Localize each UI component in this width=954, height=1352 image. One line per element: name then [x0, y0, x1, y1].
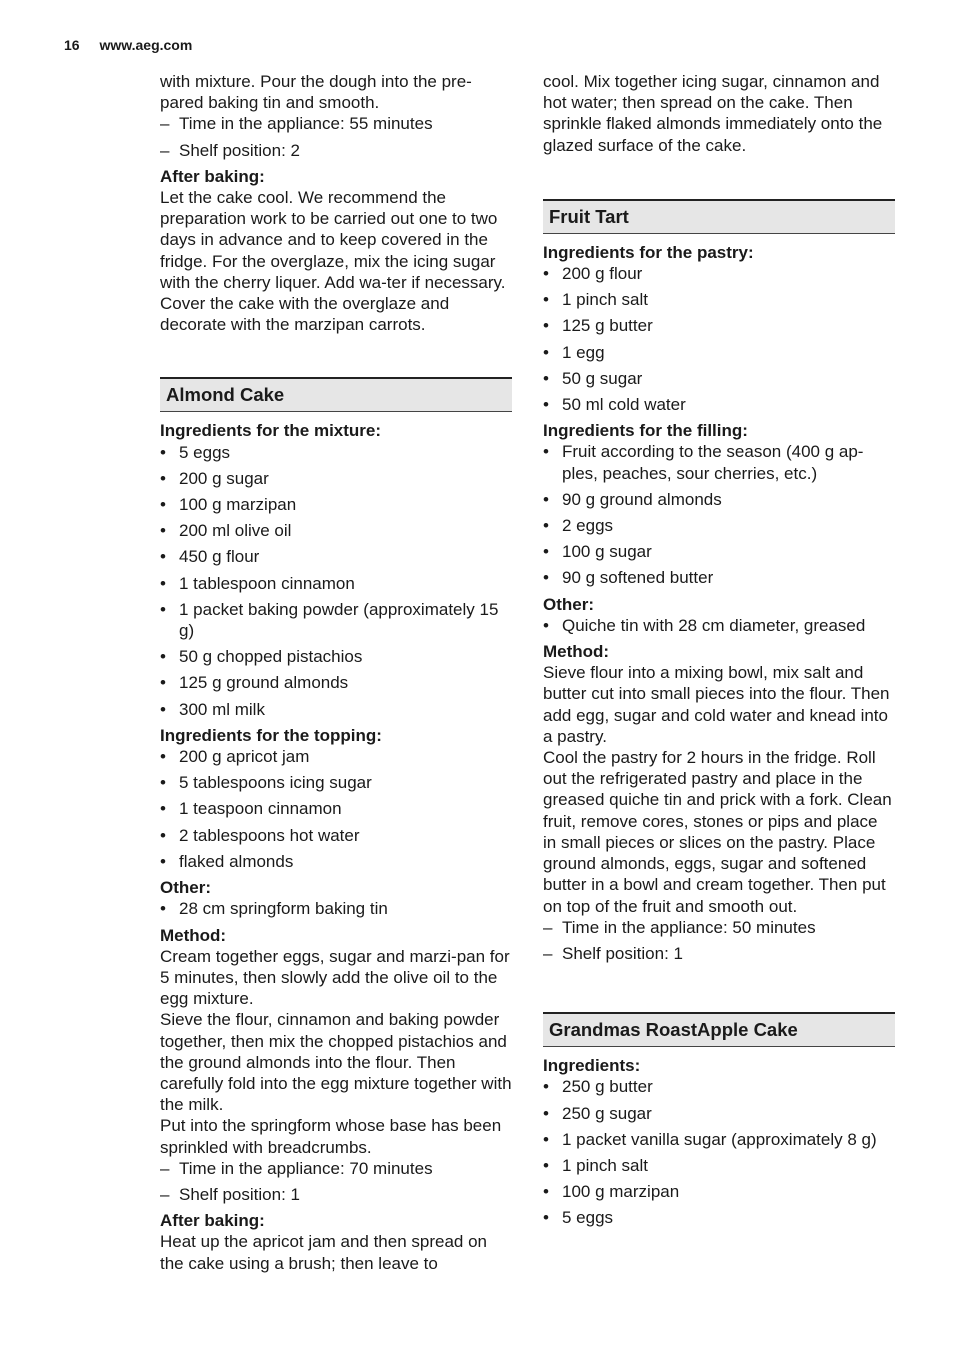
method-paragraph: Put into the springform whose base has been sprinkled with breadcrumbs.: [160, 1116, 502, 1157]
bullet-icon: •: [543, 316, 549, 336]
after-baking-heading: After baking:: [160, 1211, 265, 1231]
after-baking-heading: After baking:: [160, 166, 265, 186]
page-number: 16: [64, 37, 80, 53]
bullet-icon: •: [160, 468, 166, 488]
list-item-text: 50 ml cold water: [562, 395, 686, 415]
mixture-heading: Ingredients for the mixture:: [160, 421, 382, 441]
list-item: [160, 520, 512, 541]
bullet-icon: •: [160, 647, 166, 667]
bullet-icon: •: [160, 799, 166, 819]
list-item-text: 125 g ground almonds: [179, 673, 349, 693]
method-paragraph: Sieve the flour, cinnamon and baking powder together, then mix the chopped pistachios and the ground almonds into the flour. Then carefully fold into the egg mixture together with the milk.: [160, 1010, 512, 1115]
list-item-text: 200 g sugar: [179, 468, 269, 488]
dash-icon: –: [543, 917, 553, 937]
list-item-text: Time in the appliance: 55 minutes: [179, 114, 433, 134]
list-item: [160, 798, 512, 819]
topping-heading: Ingredients for the topping:: [160, 725, 382, 745]
list-item-text: Shelf position: 1: [179, 1184, 300, 1204]
list-item-text: 5 eggs: [179, 442, 231, 462]
list-item: [160, 468, 512, 489]
list-item-text: 2 eggs: [562, 516, 614, 536]
list-item-text: Shelf position: 1: [562, 943, 683, 963]
bullet-icon: •: [543, 516, 549, 536]
method-paragraph: Sieve flour into a mixing bowl, mix salt and butter cut into small pieces into the flour. Then add egg, sugar and cold water and knead into a pastry.: [543, 663, 890, 746]
list-item: [543, 567, 895, 588]
after-baking-text: Let the cake cool. We recommend the preparation work to be carried out one to two days in advance and to keep covered in the fridge. For the overglaze, mix the icing sugar with the cherry liquer. Add wa-ter if necessary. Cover the cake with the overglaze and decorate with the marzipan carrots.: [160, 188, 506, 335]
list-item: [543, 315, 895, 336]
dash-icon: –: [160, 140, 170, 160]
grandma-cake-title: Grandmas RoastApple Cake: [543, 1012, 895, 1047]
other-list: [543, 615, 895, 636]
list-item-text: Time in the appliance: 70 minutes: [179, 1158, 433, 1178]
pastry-list: [543, 263, 895, 415]
list-item-text: 1 pinch salt: [562, 1155, 648, 1175]
list-item: [543, 489, 895, 510]
bullet-icon: •: [160, 573, 166, 593]
intro-text: with mixture. Pour the dough into the pre-pared baking tin and smooth.: [160, 72, 472, 113]
bullet-icon: •: [160, 547, 166, 567]
list-item-text: 1 egg: [562, 342, 605, 362]
dash-icon: –: [160, 114, 170, 134]
other-heading: Other:: [160, 878, 211, 898]
bullet-icon: •: [160, 442, 166, 462]
list-item: [543, 515, 895, 536]
list-item: [543, 289, 895, 310]
bullet-icon: •: [543, 1155, 549, 1175]
almond-cake-title: Almond Cake: [160, 377, 512, 412]
list-item: [543, 1155, 895, 1176]
list-item: [160, 699, 512, 720]
list-item: [160, 1158, 512, 1179]
bullet-icon: •: [543, 1103, 549, 1123]
bullet-icon: •: [543, 1208, 549, 1228]
list-item-text: 50 g sugar: [562, 368, 643, 388]
list-item-text: flaked almonds: [179, 851, 294, 871]
list-item-text: 90 g softened butter: [562, 568, 714, 588]
list-item: [543, 441, 895, 483]
list-item: [160, 113, 512, 134]
bullet-icon: •: [160, 747, 166, 767]
list-item: [160, 599, 512, 641]
bullet-icon: •: [543, 1182, 549, 1202]
pastry-heading: Ingredients for the pastry:: [543, 242, 754, 262]
list-item-text: 200 g flour: [562, 264, 643, 284]
other-list: [160, 898, 512, 919]
list-item: [543, 1076, 895, 1097]
bullet-icon: •: [543, 1077, 549, 1097]
list-item: [543, 943, 895, 964]
list-item: [543, 342, 895, 363]
list-item-text: 125 g butter: [562, 316, 653, 336]
list-item: [543, 1103, 895, 1124]
bullet-icon: •: [543, 489, 549, 509]
intro-steps: [160, 113, 512, 160]
list-item: [160, 851, 512, 872]
ingredients-list: [543, 1076, 895, 1228]
list-item-text: 50 g chopped pistachios: [179, 647, 363, 667]
bullet-icon: •: [543, 442, 549, 462]
method-heading: Method:: [543, 642, 610, 662]
list-item: [160, 573, 512, 594]
bullet-icon: •: [543, 342, 549, 362]
list-item: [543, 1207, 895, 1228]
continuation-text: cool. Mix together icing sugar, cinnamon and hot water; then spread on the cake. Then sprinkle flaked almonds immediately onto the glazed surface of the cake.: [543, 72, 883, 155]
bullet-icon: •: [160, 599, 166, 619]
dash-icon: –: [160, 1184, 170, 1204]
method-paragraph: Cream together eggs, sugar and marzi-pan for 5 minutes, then slowly add the olive oil to the egg mixture.: [160, 946, 510, 1009]
list-item-text: 100 g marzipan: [562, 1182, 680, 1202]
list-item-text: 5 tablespoons icing sugar: [179, 773, 372, 793]
list-item: [543, 1129, 895, 1150]
bullet-icon: •: [160, 673, 166, 693]
bullet-icon: •: [160, 521, 166, 541]
list-item-text: 1 packet baking powder (approximately 15 g): [179, 599, 499, 641]
list-item: [543, 615, 895, 636]
list-item-text: 250 g butter: [562, 1077, 653, 1097]
baking-steps: [160, 1158, 512, 1205]
method-heading: Method:: [160, 925, 227, 945]
topping-list: [160, 746, 512, 872]
list-item: [160, 140, 512, 161]
list-item-text: 28 cm springform baking tin: [179, 899, 388, 919]
bullet-icon: •: [543, 1129, 549, 1149]
list-item: [543, 917, 895, 938]
filling-list: [543, 441, 895, 588]
list-item: [160, 646, 512, 667]
other-heading: Other:: [543, 594, 594, 614]
bullet-icon: •: [543, 542, 549, 562]
list-item-text: 2 tablespoons hot water: [179, 825, 360, 845]
list-item-text: 1 pinch salt: [562, 290, 648, 310]
list-item: [543, 263, 895, 284]
list-item-text: 1 packet vanilla sugar (approximately 8 g): [562, 1129, 877, 1149]
method-paragraph: Cool the pastry for 2 hours in the fridge. Roll out the refrigerated pastry and place in the greased quiche tin and prick with a fork. Clean fruit, remove cores, stones or pips and place in small pieces or slices on the pastry. Place ground almonds, eggs, sugar and softened butter in a bowl and cream together. Then put on top of the fruit and smooth out.: [543, 748, 892, 916]
list-item-text: 90 g ground almonds: [562, 489, 722, 509]
list-item-text: 200 g apricot jam: [179, 747, 310, 767]
list-item: [160, 746, 512, 767]
page-header: [64, 37, 192, 53]
list-item-text: 200 ml olive oil: [179, 521, 292, 541]
list-item: [543, 541, 895, 562]
dash-icon: –: [543, 943, 553, 963]
list-item: [543, 394, 895, 415]
ingredients-heading: Ingredients:: [543, 1056, 641, 1076]
bullet-icon: •: [543, 568, 549, 588]
bullet-icon: •: [160, 773, 166, 793]
baking-steps: [543, 917, 895, 964]
list-item-text: 250 g sugar: [562, 1103, 652, 1123]
dash-icon: –: [160, 1158, 170, 1178]
list-item: [543, 1181, 895, 1202]
list-item-text: Quiche tin with 28 cm diameter, greased: [562, 615, 866, 635]
bullet-icon: •: [160, 495, 166, 515]
list-item: [160, 825, 512, 846]
bullet-icon: •: [543, 395, 549, 415]
list-item: [160, 772, 512, 793]
list-item-text: Time in the appliance: 50 minutes: [562, 917, 816, 937]
list-item-text: 1 tablespoon cinnamon: [179, 573, 355, 593]
list-item: [160, 672, 512, 693]
list-item-text: Fruit according to the season (400 g ap-ples, peaches, sour cherries, etc.): [562, 442, 864, 483]
list-item-text: 300 ml milk: [179, 699, 265, 719]
right-column: [543, 71, 895, 1234]
bullet-icon: •: [160, 851, 166, 871]
bullet-icon: •: [543, 290, 549, 310]
list-item-text: 450 g flour: [179, 547, 260, 567]
mixture-list: [160, 442, 512, 720]
bullet-icon: •: [543, 264, 549, 284]
bullet-icon: •: [543, 615, 549, 635]
bullet-icon: •: [160, 899, 166, 919]
list-item: [160, 1184, 512, 1205]
after-baking-text: Heat up the apricot jam and then spread on the cake using a brush; then leave to: [160, 1232, 487, 1273]
bullet-icon: •: [160, 825, 166, 845]
list-item-text: 1 teaspoon cinnamon: [179, 799, 342, 819]
website-url: www.aeg.com: [99, 37, 193, 53]
bullet-icon: •: [160, 699, 166, 719]
list-item: [160, 442, 512, 463]
list-item-text: 100 g sugar: [562, 542, 652, 562]
fruit-tart-title: Fruit Tart: [543, 199, 895, 234]
left-column: [160, 71, 512, 1274]
list-item: [160, 494, 512, 515]
list-item: [160, 546, 512, 567]
list-item-text: 5 eggs: [562, 1208, 614, 1228]
list-item-text: Shelf position: 2: [179, 140, 300, 160]
list-item: [160, 898, 512, 919]
bullet-icon: •: [543, 368, 549, 388]
list-item: [543, 368, 895, 389]
list-item-text: 100 g marzipan: [179, 495, 297, 515]
filling-heading: Ingredients for the filling:: [543, 421, 748, 441]
